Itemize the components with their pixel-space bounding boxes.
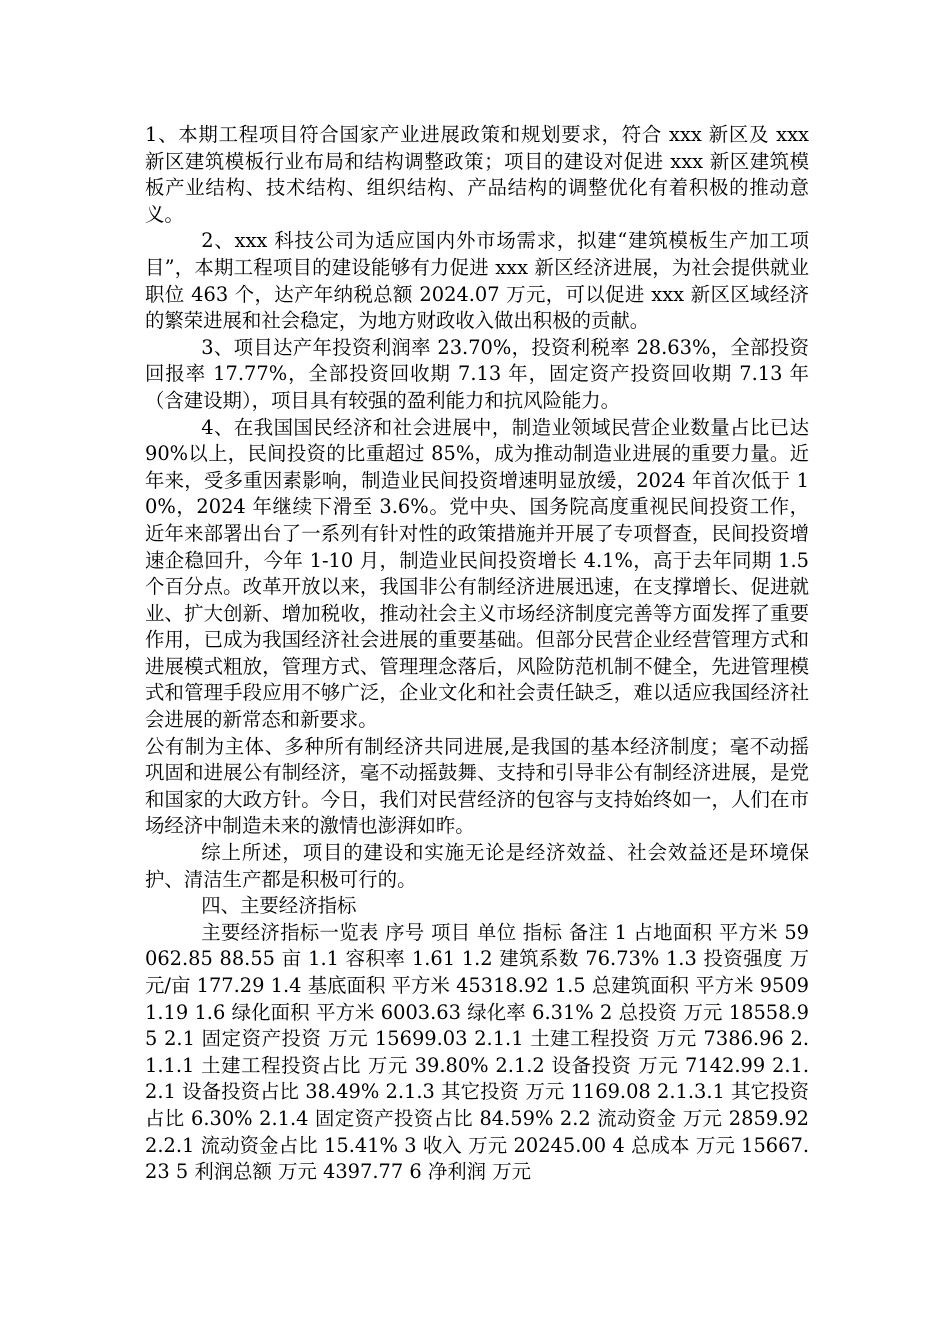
paragraph-5: 公有制为主体、多种所有制经济共同进展,是我国的基本经济制度；毫不动摇巩固和进展公有制经济，毫不动摇鼓舞、支持和引导非公有制经济进展，是党和国家的大政方针。今日，我们对民营经济的包容与支持始终如一，人们在市场经济中制造未来的激情也澎湃如昨。 — [145, 734, 809, 838]
document-body — [145, 122, 809, 1186]
paragraph-3: 3、项目达产年投资利润率 23.70%，投资利税率 28.63%，全部投资回报率 17.77%，全部投资回收期 7.13 年，固定资产投资回收期 7.13 年（含建设期），项目具有较强的盈利能力和抗风险能力。 — [145, 335, 809, 412]
paragraph-6: 综上所述，项目的建设和实施无论是经济效益、社会效益还是环境保护、清洁生产都是积极可行的。 — [145, 841, 809, 891]
indicator-table-text: 主要经济指标一览表 序号 项目 单位 指标 备注 1 占地面积 平方米 59062.85 88.55 亩 1.1 容积率 1.61 1.2 建筑系数 76.73% 1.3 投资强度 万元/亩 177.29 1.4 基底面积 平方米 45318.92 1.5 总建筑面积 平方米 95091.19 1.6 绿化面积 平方米 6003.63 绿化率 6.31% 2 总投资 万元 18558.95 2.1 固定资产投资 万元 15699.03 2.1.1 土建工程投资 万元 7386.96 2.1.1.1 土建工程投资占比 万元 39.80% 2.1.2 设备投资 万元 7142.99 2.1.2.1 设备投资占比 38.49% 2.1.3 其它投资 万元 1169.08 2.1.3.1 其它投资占比 6.30% 2.1.4 固定资产投资占比 84.59% 2.2 流动资金 万元 2859.92 2.2.1 流动资金占比 15.41% 3 收入 万元 20245.00 4 总成本 万元 15667.23 5 利润总额 万元 4397.77 6 净利润 万元 — [145, 920, 809, 1184]
paragraph-2: 2、xxx 科技公司为适应国内外市场需求，拟建“建筑模板生产加工项目”，本期工程项目的建设能够有力促进 xxx 新区经济进展，为社会提供就业职位 463 个，达产年纳税总额 2024.07 万元，可以促进 xxx 新区区域经济的繁荣进展和社会稳定，为地方财政收入做出积极的贡献。 — [145, 229, 809, 333]
section-heading: 四、主要经济指标 — [201, 894, 357, 918]
paragraph-1: 1、本期工程项目符合国家产业进展政策和规划要求，符合 xxx 新区及 xxx 新区建筑模板行业布局和结构调整政策；项目的建设对促进 xxx 新区建筑模板产业结构、技术结构、组织结构、产品结构的调整优化有着积极的推动意义。 — [145, 123, 809, 226]
paragraph-4: 4、在我国国民经济和社会进展中，制造业领域民营企业数量占比已达 90%以上，民间投资的比重超过 85%，成为推动制造业进展的重要力量。近年来，受多重因素影响，制造业民间投资增速明显放缓，2024 年首次低于 10%，2024 年继续下滑至 3.6%。党中央、国务院高度重视民间投资工作，近年来部署出台了一系列有针对性的政策措施并开展了专项督查，民间投资增速企稳回升，今年 1-10 月，制造业民间投资增长 4.1%，高于去年同期 1.5 个百分点。改革开放以来，我国非公有制经济进展迅速，在支撑增长、促进就业、扩大创新、增加税收，推动社会主义市场经济制度完善等方面发挥了重要作用，已成为我国经济社会进展的重要基础。但部分民营企业经营管理方式和进展模式粗放，管理方式、管理理念落后，风险防范机制不健全，先进管理模式和管理手段应用不够广泛，企业文化和社会责任缺乏，难以适应我国经济社会进展的新常态和新要求。 — [145, 415, 809, 732]
